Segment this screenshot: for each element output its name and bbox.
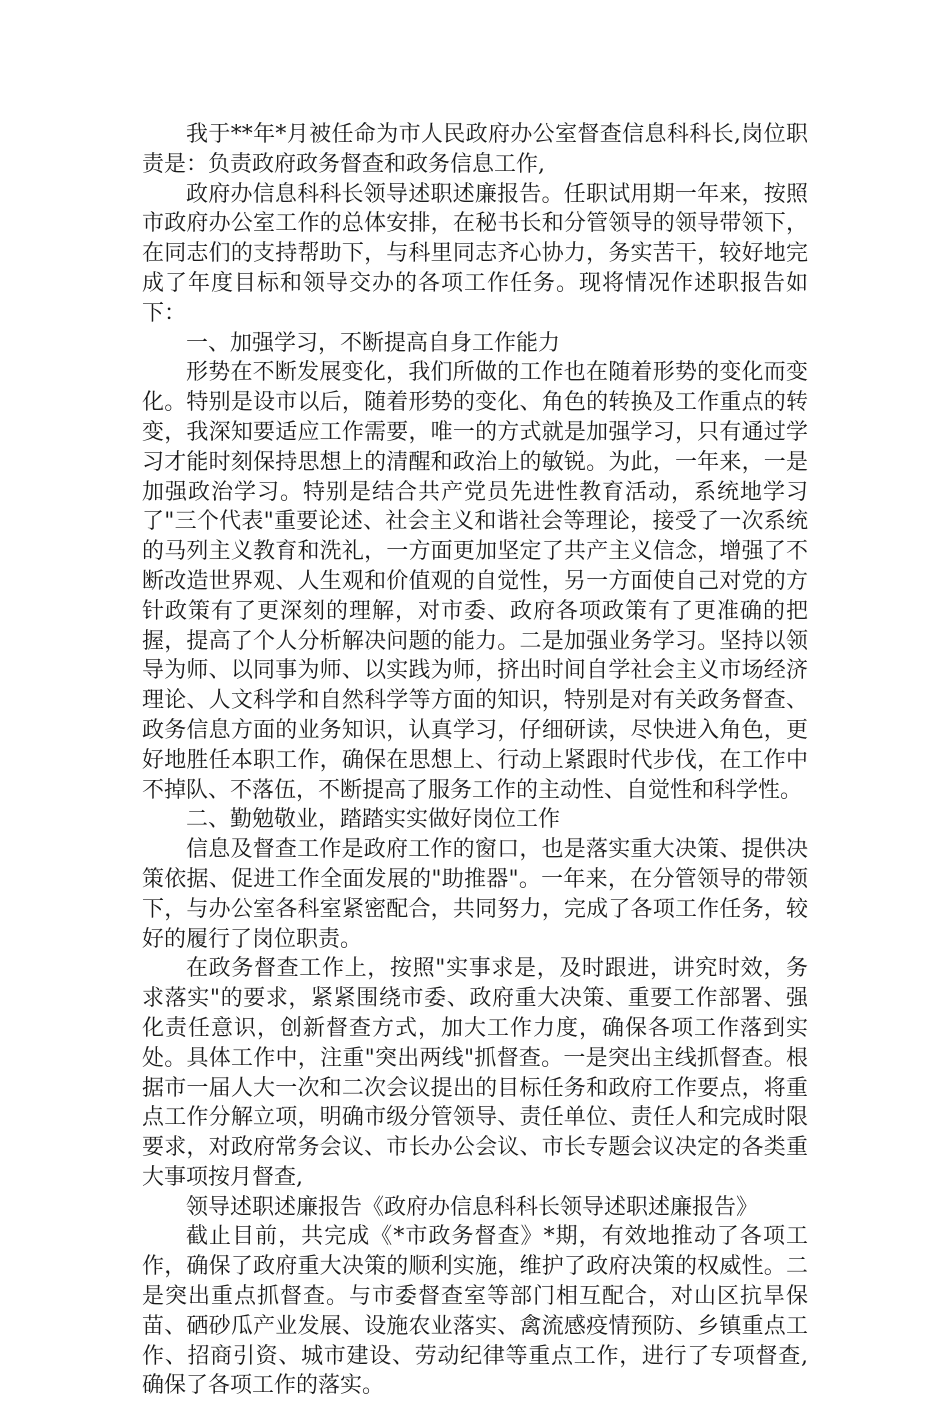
section-heading-study: 一、加强学习，不断提高自身工作能力 (186, 330, 561, 356)
paragraph-study: 形势在不断发展变化，我们所做的工作也在随着形势的变化而变化。特别是设市以后，随着形势的变化、角色的转换及工作重点的转变，我深知要适应工作需要，唯一的方式就是加强学习，只有通过学习才能时刻保持思想上的清醒和政治上的敏锐。为此，一年来，一是加强政治学习。特别是结合共产党员先进性教育活动，系统地学习了"三个代表"重要论述、社会主义和谐社会等理论，接受了一次系统的马列主义教育和洗礼，一方面更加坚定了共产主义信念，增强了不断改造世界观、人生观和价值观的自觉性，另一方面使自己对党的方针政策有了更深刻的理解，对市委、政府各项政策有了更准确的把握，提高了个人分析解决问题的能力。二是加强业务学习。坚持以领导为师、以同事为师、以实践为师，挤出时间自学社会主义市场经济理论、人文科学和自然科学等方面的知识，特别是对有关政务督查、政务信息方面的业务知识，认真学习，仔细研读，尽快进入角色，更好地胜任本职工作，确保在思想上、行动上紧跟时代步伐，在工作中不掉队、不落伍，不断提高了服务工作的主动性、自觉性和科学性。 (142, 360, 808, 803)
paragraph-report-intro: 政府办信息科科长领导述职述廉报告。任职试用期一年来，按照市政府办公室工作的总体安排，在秘书长和分管领导的领导带领下，在同志们的支持帮助下，与科里同志齐心协力，务实苦干，较好地完成了年度目标和领导交办的各项工作任务。现将情况作述职报告如下： (142, 181, 808, 326)
paragraph-report-title: 领导述职述廉报告《政府办信息科科长领导述职述廉报告》 (186, 1194, 759, 1220)
paragraph-supervision-work: 在政务督查工作上，按照"实事求是，及时跟进，讲究时效，务求落实"的要求，紧紧围绕市委、政府重大决策、重要工作部署、强化责任意识，创新督查方式，加大工作力度，确保各项工作落到实处。具体工作中，注重"突出两线"抓督查。一是突出主线抓督查。根据市一届人大一次和二次会议提出的目标任务和政府工作要点，将重点工作分解立项，明确市级分管领导、责任单位、责任人和完成时限要求，对政府常务会议、市长办公会议、市长专题会议决定的各类重大事项按月督查, (142, 956, 808, 1190)
section-heading-diligence: 二、勤勉敬业，踏踏实实做好岗位工作 (186, 807, 561, 833)
document-body (142, 120, 808, 1401)
paragraph-information-work: 信息及督查工作是政府工作的窗口，也是落实重大决策、提供决策依据、促进工作全面发展的"助推器"。一年来，在分管领导的带领下，与办公室各科室紧密配合，共同努力，完成了各项工作任务，较好的履行了岗位职责。 (142, 837, 808, 952)
paragraph-results: 截止目前，共完成《*市政务督查》*期，有效地推动了各项工作，确保了政府重大决策的顺利实施，维护了政府决策的权威性。二是突出重点抓督查。与市委督查室等部门相互配合，对山区抗旱保苗、硒砂瓜产业发展、设施农业落实、禽流感疫情预防、乡镇重点工作、招商引资、城市建设、劳动纪律等重点工作，进行了专项督查,确保了各项工作的落实。 (142, 1224, 808, 1399)
paragraph-appointment: 我于**年*月被任命为市人民政府办公室督查信息科科长,岗位职责是：负责政府政务督查和政务信息工作, (142, 122, 808, 177)
